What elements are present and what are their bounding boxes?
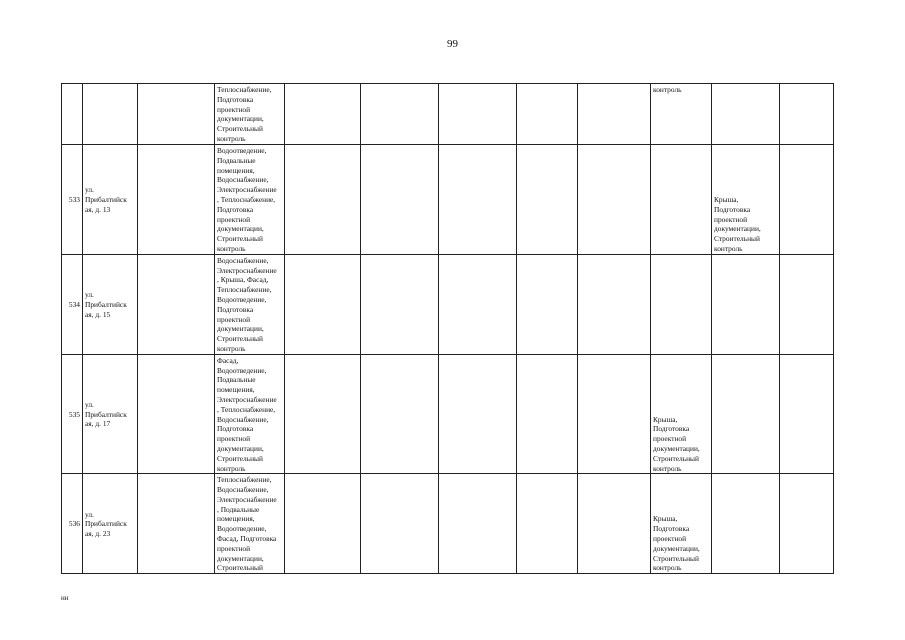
- works-cell-col9: Крыша, Подготовка проектной документации, Строительный контроль: [651, 474, 712, 574]
- works-cell-col9: Крыша, Подготовка проектной документации, Строительный контроль: [651, 354, 712, 474]
- empty-cell: [780, 474, 834, 574]
- address-cell: [83, 84, 138, 145]
- empty-cell: [780, 145, 834, 255]
- empty-cell: [138, 84, 215, 145]
- row-number: 533: [62, 145, 83, 255]
- empty-cell: [361, 474, 439, 574]
- works-cell: Теплоснабжение, Водоснабжение, Электроснабжение , Подвальные помещения, Водоотведение, Фасад, Подготовка проектной документации, Строительный: [215, 474, 285, 574]
- empty-cell: [578, 145, 651, 255]
- empty-cell: [361, 145, 439, 255]
- works-cell-col10: [712, 84, 780, 145]
- works-cell: Фасад, Водоотведение, Подвальные помещения, Электроснабжение , Теплоснабжение, Водоснабжение, Подготовка проектной документации, Строительный контроль: [215, 354, 285, 474]
- empty-cell: [285, 145, 361, 255]
- works-cell-col10: Крыша, Подготовка проектной документации, Строительный контроль: [712, 145, 780, 255]
- empty-cell: [138, 145, 215, 255]
- empty-cell: [780, 254, 834, 354]
- empty-cell: [780, 84, 834, 145]
- empty-cell: [285, 354, 361, 474]
- table-row: [62, 254, 834, 354]
- address-cell: ул. Прибалтийск ая, д. 13: [83, 145, 138, 255]
- works-cell: Теплоснабжение, Подготовка проектной документации, Строительный контроль: [215, 84, 285, 145]
- empty-cell: [780, 354, 834, 474]
- row-number: 536: [62, 474, 83, 574]
- empty-cell: [439, 145, 517, 255]
- address-cell: ул. Прибалтийск ая, д. 23: [83, 474, 138, 574]
- page-number: 99: [447, 38, 458, 50]
- works-cell: Водоотведение, Подвальные помещения, Водоснабжение, Электроснабжение , Теплоснабжение, Подготовка проектной документации, Строительный контроль: [215, 145, 285, 255]
- works-cell-col10: [712, 354, 780, 474]
- works-table: [61, 83, 834, 574]
- address-cell: ул. Прибалтийск ая, д. 17: [83, 354, 138, 474]
- empty-cell: [361, 254, 439, 354]
- address-cell: ул. Прибалтийск ая, д. 15: [83, 254, 138, 354]
- row-number: 535: [62, 354, 83, 474]
- works-cell-col9: [651, 145, 712, 255]
- row-number: [62, 84, 83, 145]
- table-row: [62, 84, 834, 145]
- empty-cell: [517, 474, 578, 574]
- empty-cell: [517, 254, 578, 354]
- works-cell-col9: контроль: [651, 84, 712, 145]
- empty-cell: [517, 354, 578, 474]
- works-cell-col10: [712, 254, 780, 354]
- empty-cell: [285, 254, 361, 354]
- empty-cell: [285, 84, 361, 145]
- empty-cell: [138, 474, 215, 574]
- works-cell-col10: [712, 474, 780, 574]
- works-cell-col9: [651, 254, 712, 354]
- empty-cell: [439, 84, 517, 145]
- table-row: [62, 145, 834, 255]
- empty-cell: [361, 84, 439, 145]
- empty-cell: [578, 84, 651, 145]
- table-row: [62, 354, 834, 474]
- empty-cell: [517, 145, 578, 255]
- empty-cell: [285, 474, 361, 574]
- table-row: [62, 474, 834, 574]
- row-number: 534: [62, 254, 83, 354]
- empty-cell: [138, 254, 215, 354]
- works-cell: Водоснабжение, Электроснабжение , Крыша, Фасад, Теплоснабжение, Водоотведение, Подготовка проектной документации, Строительный контроль: [215, 254, 285, 354]
- empty-cell: [361, 354, 439, 474]
- empty-cell: [517, 84, 578, 145]
- empty-cell: [439, 254, 517, 354]
- empty-cell: [439, 474, 517, 574]
- empty-cell: [439, 354, 517, 474]
- footer-mark: нн: [61, 594, 69, 602]
- empty-cell: [578, 474, 651, 574]
- empty-cell: [578, 354, 651, 474]
- empty-cell: [138, 354, 215, 474]
- empty-cell: [578, 254, 651, 354]
